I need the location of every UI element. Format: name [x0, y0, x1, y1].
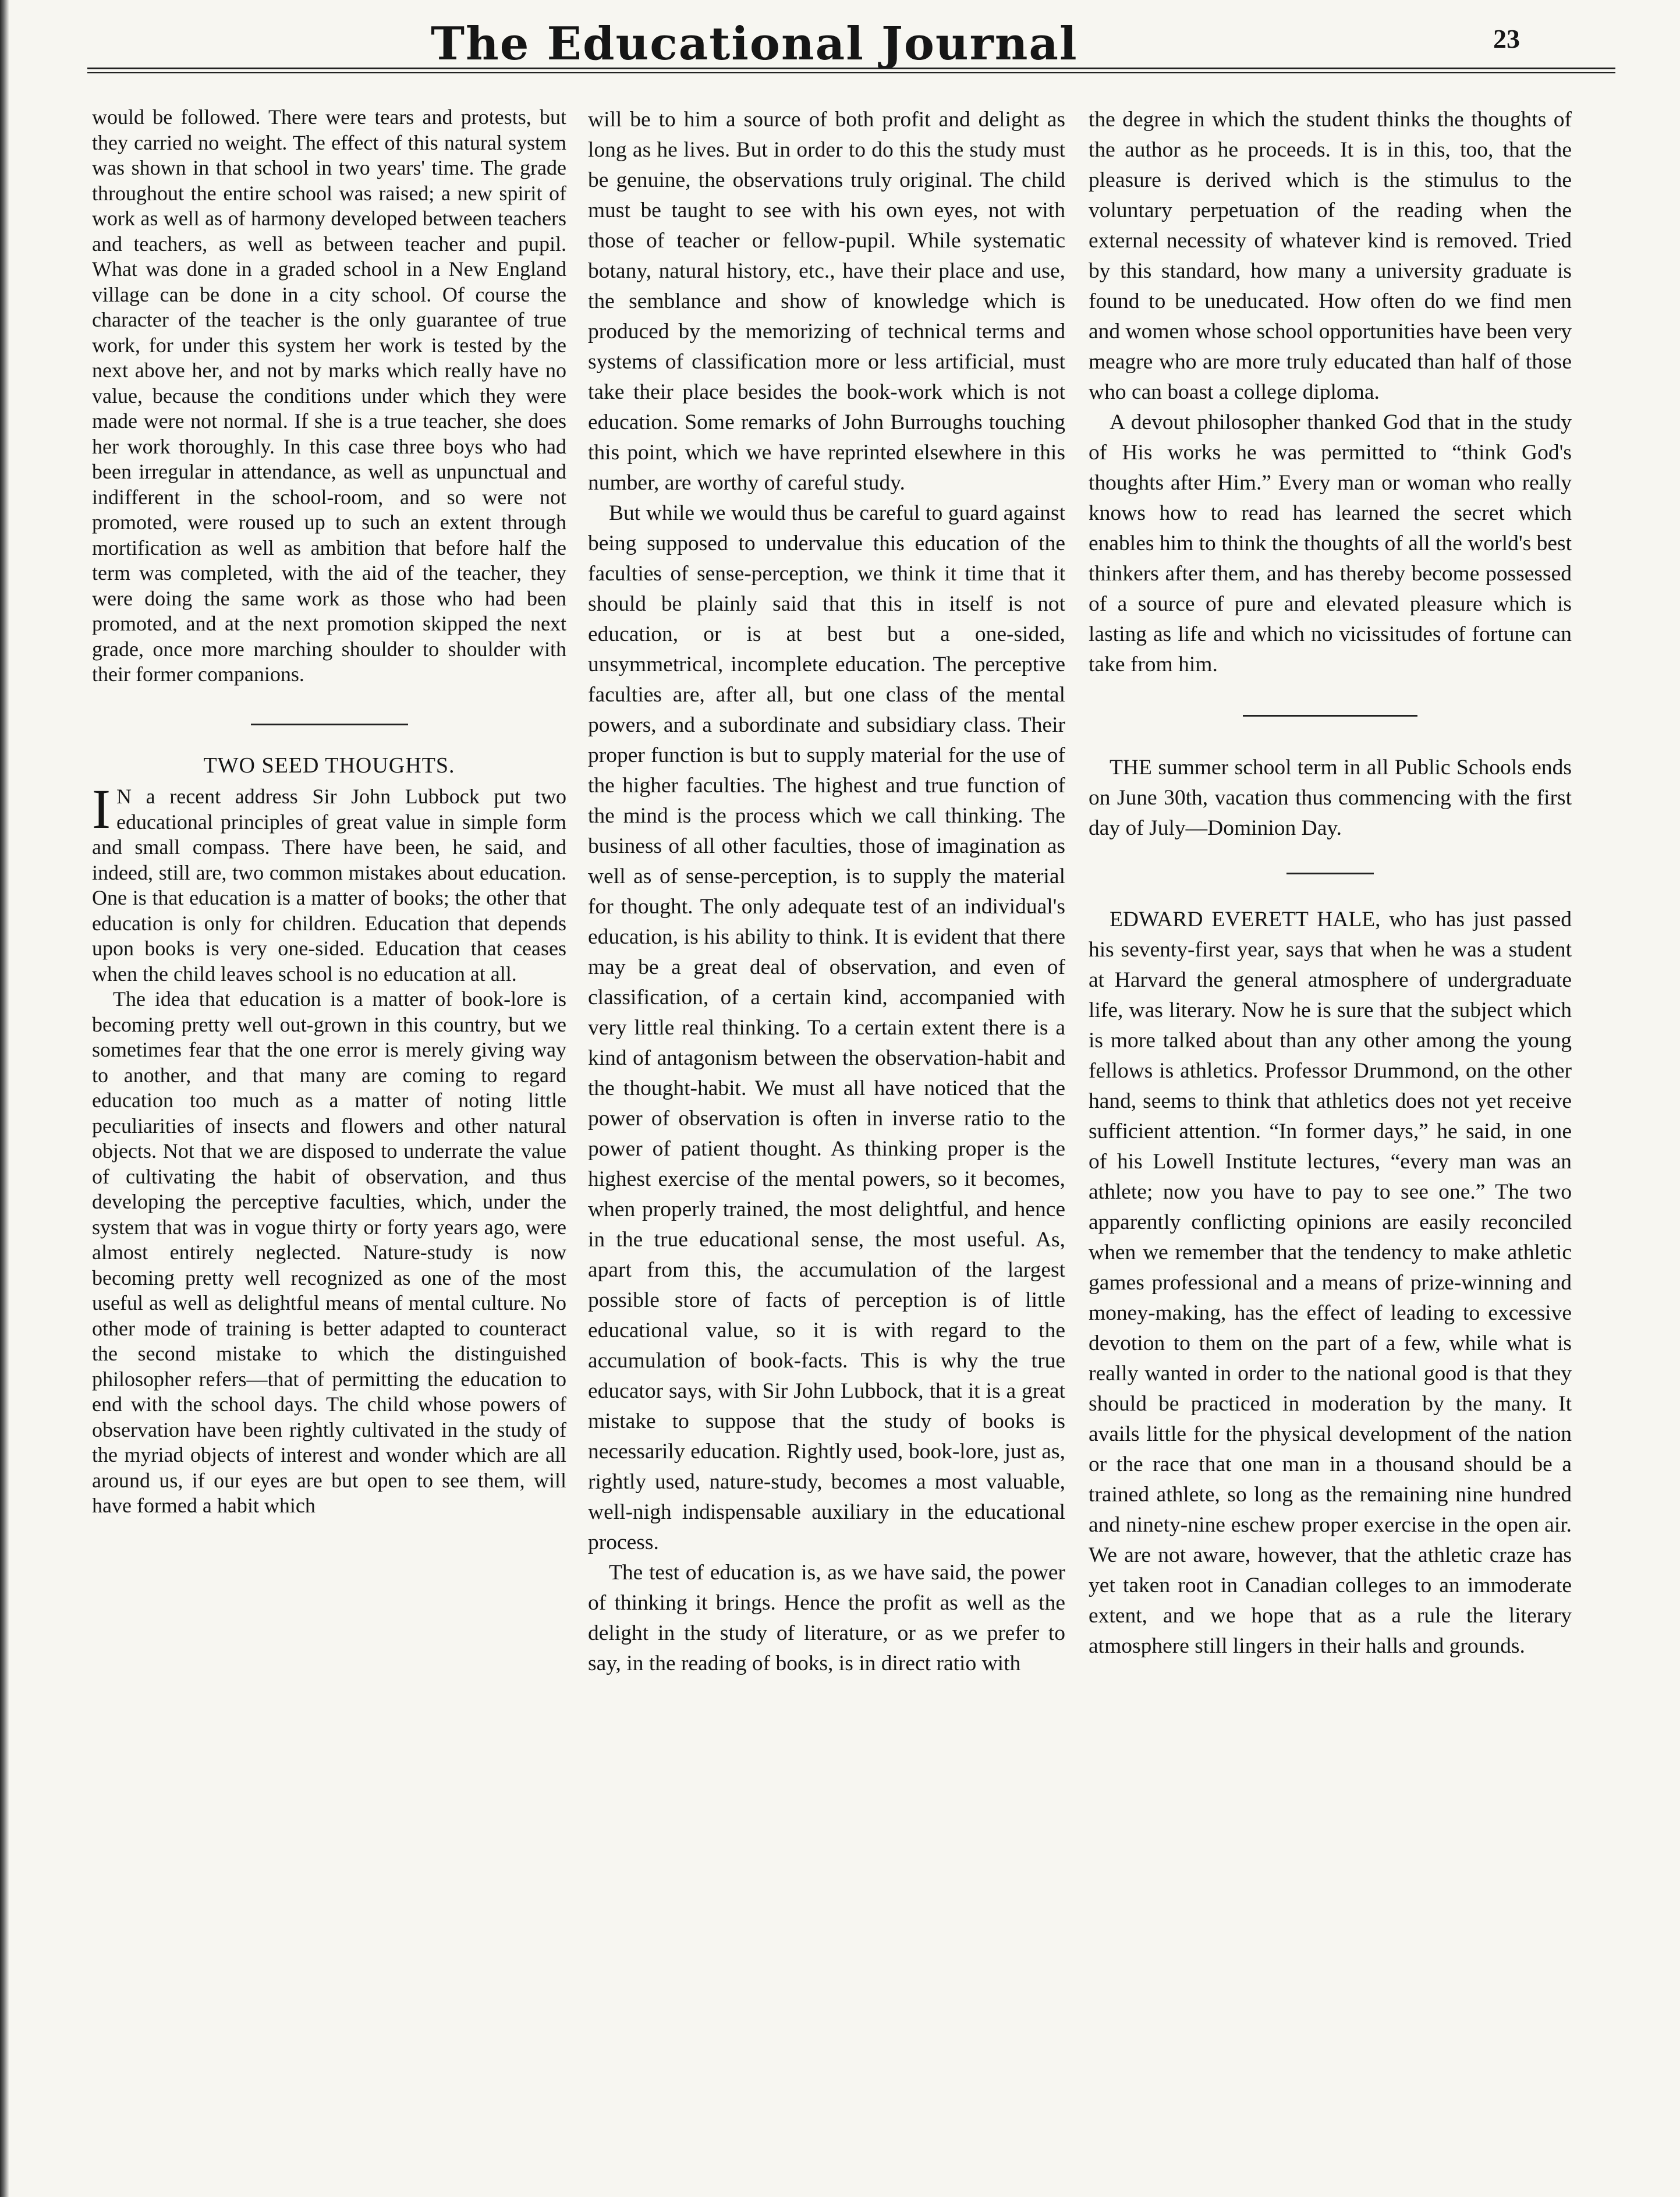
journal-masthead: The Educational Journal: [431, 17, 1078, 70]
column-2: [588, 105, 1065, 1679]
article-lead-paragraph: [92, 778, 566, 987]
column-3: [1089, 105, 1572, 1661]
article-title: TWO SEED THOUGHTS.: [203, 753, 455, 778]
article-paragraph-2: The idea that education is a matter of book-lore is becoming pretty well out-grown in this country, but we sometimes fear that the one error is merely giving way to another, and that many are coming to regard education too much as a matter of noting little peculiarities of insects and flowers and other natural objects. Not that we are disposed to underrate the value of cultivating the habit of observation, and thus developing the perceptive faculties, which, under the system that was in vogue thirty or forty years ago, were almost entirely neglected. Nature-study is now becoming pretty well recognized as one of the most useful as well as delightful means of mental culture. No other mode of training is better adapted to counteract the second mistake to which the distinguished philosopher refers—that of permitting the education to end with the school days. The child whose powers of observation have been rightly cultivated in the study of the myriad objects of interest and wonder which are all around us, if our eyes are but open to see them, will have formed a habit which: [92, 987, 566, 1517]
notice-summer-term-text: summer school term in all Public Schools ends on June 30th, vacation thus commencing with the first day of July—Dominion Day.: [1089, 756, 1572, 840]
notice-divider-2: [1286, 873, 1374, 874]
column-1-paragraph-1: would be followed. There were tears and protests, but they carried no weight. The effect of this natural system was shown in that school in two years' time. The grade throughout the entire school was raised; a new spirit of work as well as of harmony developed between teachers and teachers, as well as between teacher and pupil. What was done in a graded school in a New England village can be done in a city school. Of course the character of the teacher is the only guarantee of true work, for under this system her work is tested by the next above her, and not by marks which really have no value, because the conditions under which they were made were not normal. If she is a true teacher, she does her work thoroughly. In this case three boys who had been irregular in attendance, as well as unpunctual and indifferent in the school-room, and so were not promoted, were roused up to such an extent through mortification as well as ambition that before half the term was completed, with the aid of the teacher, they were doing the same work as those who had been promoted, and at the next promotion skipped the next grade, once more marching shoulder to shoulder with their former companions.: [92, 105, 566, 686]
notice-hale-text: who has just passed his seventy-first year, says that when he was a student at Harvard the general atmosphere of undergraduate life, was literary. Now he is sure that the subject which is more talked about than any other among the young fellows is athletics. Professor Drummond, on the other hand, seems to think that athletics does not yet receive sufficient attention. “In former days,” he said, in one of his Lowell Institute lectures, “every man was an athlete; now you have to pay to see one.” The two apparently conflicting opinions are easily reconciled when we remember that the tendency to make athletic games professional and a means of prize-winning and money-making, has the effect of leading to excessive devotion to them on the part of a few, while what is really wanted in order to the national good is that they should be practiced in moderation by the many. It avails little for the physical development of the nation or the race that one man in a thousand should be a trained athlete, so long as the remaining nine hundred and ninety-nine eschew proper exercise in the open air. We are not aware, however, that the athletic craze has yet taken root in Canadian colleges to an immoderate extent, and we hope that as a rule the literary atmosphere still lingers in their halls and grounds.: [1089, 908, 1572, 1658]
page-binding-edge: [0, 0, 9, 2197]
masthead-rule: [87, 68, 1615, 73]
drop-cap: I: [92, 778, 111, 840]
column-2-paragraph-3: The test of education is, as we have said, the power of thinking it brings. Hence the profit as well as the delight in the study of literature, or as we prefer to say, in the reading of books, is in direct ratio with: [588, 1561, 1065, 1675]
column-2-paragraph-2: But while we would thus be careful to guard against being supposed to undervalue this education of the faculties of sense-perception, we think it time that it should be plainly said that this in itself is not education, or is at best but a one-sided, unsymmetrical, incomplete education. The perceptive faculties are, after all, but one class of the mental powers, and a subordinate and subsidiary class. Their proper function is but to supply material for the use of the higher faculties. The highest and true function of the mind is the process which we call thinking. The business of all other faculties, those of imagination as well as of sense-perception, is to supply the material for thought. The only adequate test of an individual's education, is his ability to think. It is evident that there may be a great deal of observation, and even of classification, of a certain kind, accompanied with very little real thinking. To a certain extent there is a kind of antagonism between the observation-habit and the thought-habit. We must all have noticed that the power of observation is often in inverse ratio to the power of patient thought. As thinking proper is the highest exercise of the mental powers, so it becomes, when properly trained, the most delightful, and hence in the true educational sense, the most useful. As, apart from this, the accumulation of the largest possible store of facts of perception is of little educational value, so it is with regard to the accumulation of book-facts. This is why the true educator says, with Sir John Lubbock, that it is a great mistake to suppose that the study of books is necessarily education. Rightly used, book-lore, just as, rightly used, nature-study, becomes a most valuable, well-nigh indispensable auxiliary in the educational process.: [588, 501, 1065, 1554]
notice-summer-term-lead: THE: [1110, 756, 1152, 779]
page-number: 23: [1493, 24, 1520, 54]
notice-summer-term: [1089, 753, 1572, 844]
column-1: [92, 105, 566, 1519]
article-divider: [251, 724, 408, 725]
notice-divider-1: [1243, 715, 1417, 717]
notice-hale: [1089, 905, 1572, 1661]
notice-hale-lead: EDWARD EVERETT HALE,: [1110, 908, 1381, 931]
column-2-paragraph-1: will be to him a source of both profit and delight as long as he lives. But in order to do this the study must be genuine, the observations truly original. The child must be taught to see with his own eyes, not with those of teacher or fellow-pupil. While systematic botany, natural history, etc., have their place and use, the semblance and show of knowledge which is produced by the memorizing of technical terms and systems of classification more or less artificial, must take their place besides the book-work which is not education. Some remarks of John Burroughs touching this point, which we have reprinted elsewhere in this number, are worthy of careful study.: [588, 108, 1065, 495]
article-lead-text: N a recent address Sir John Lubbock put two educational principles of great value in simple form and small compass. There have been, he said, and indeed, still are, two common mistakes about education. One is that education is a matter of books; the other that education is only for children. Education that depends upon books is very one-sided. Education that ceases when the child leaves school is no education at all.: [92, 785, 566, 986]
column-3-paragraph-2: A devout philosopher thanked God that in the study of His works he was permitted to “think God's thoughts after Him.” Every man or woman who really knows how to read has learned the secret which enables him to think the thoughts of all the world's best thinkers after them, and has thereby become possessed of a source of pure and elevated pleasure which is lasting as life and which no vicissitudes of fortune can take from him.: [1089, 410, 1572, 676]
column-3-paragraph-1: the degree in which the student thinks the thoughts of the author as he proceeds. It is in this, too, that the pleasure is derived which is the stimulus to the voluntary perpetuation of the reading when the external necessity of whatever kind is removed. Tried by this standard, how many a university graduate is found to be uneducated. How often do we find men and women whose school opportunities have been very meagre who are more truly educated than half of those who can boast a college diploma.: [1089, 108, 1572, 404]
